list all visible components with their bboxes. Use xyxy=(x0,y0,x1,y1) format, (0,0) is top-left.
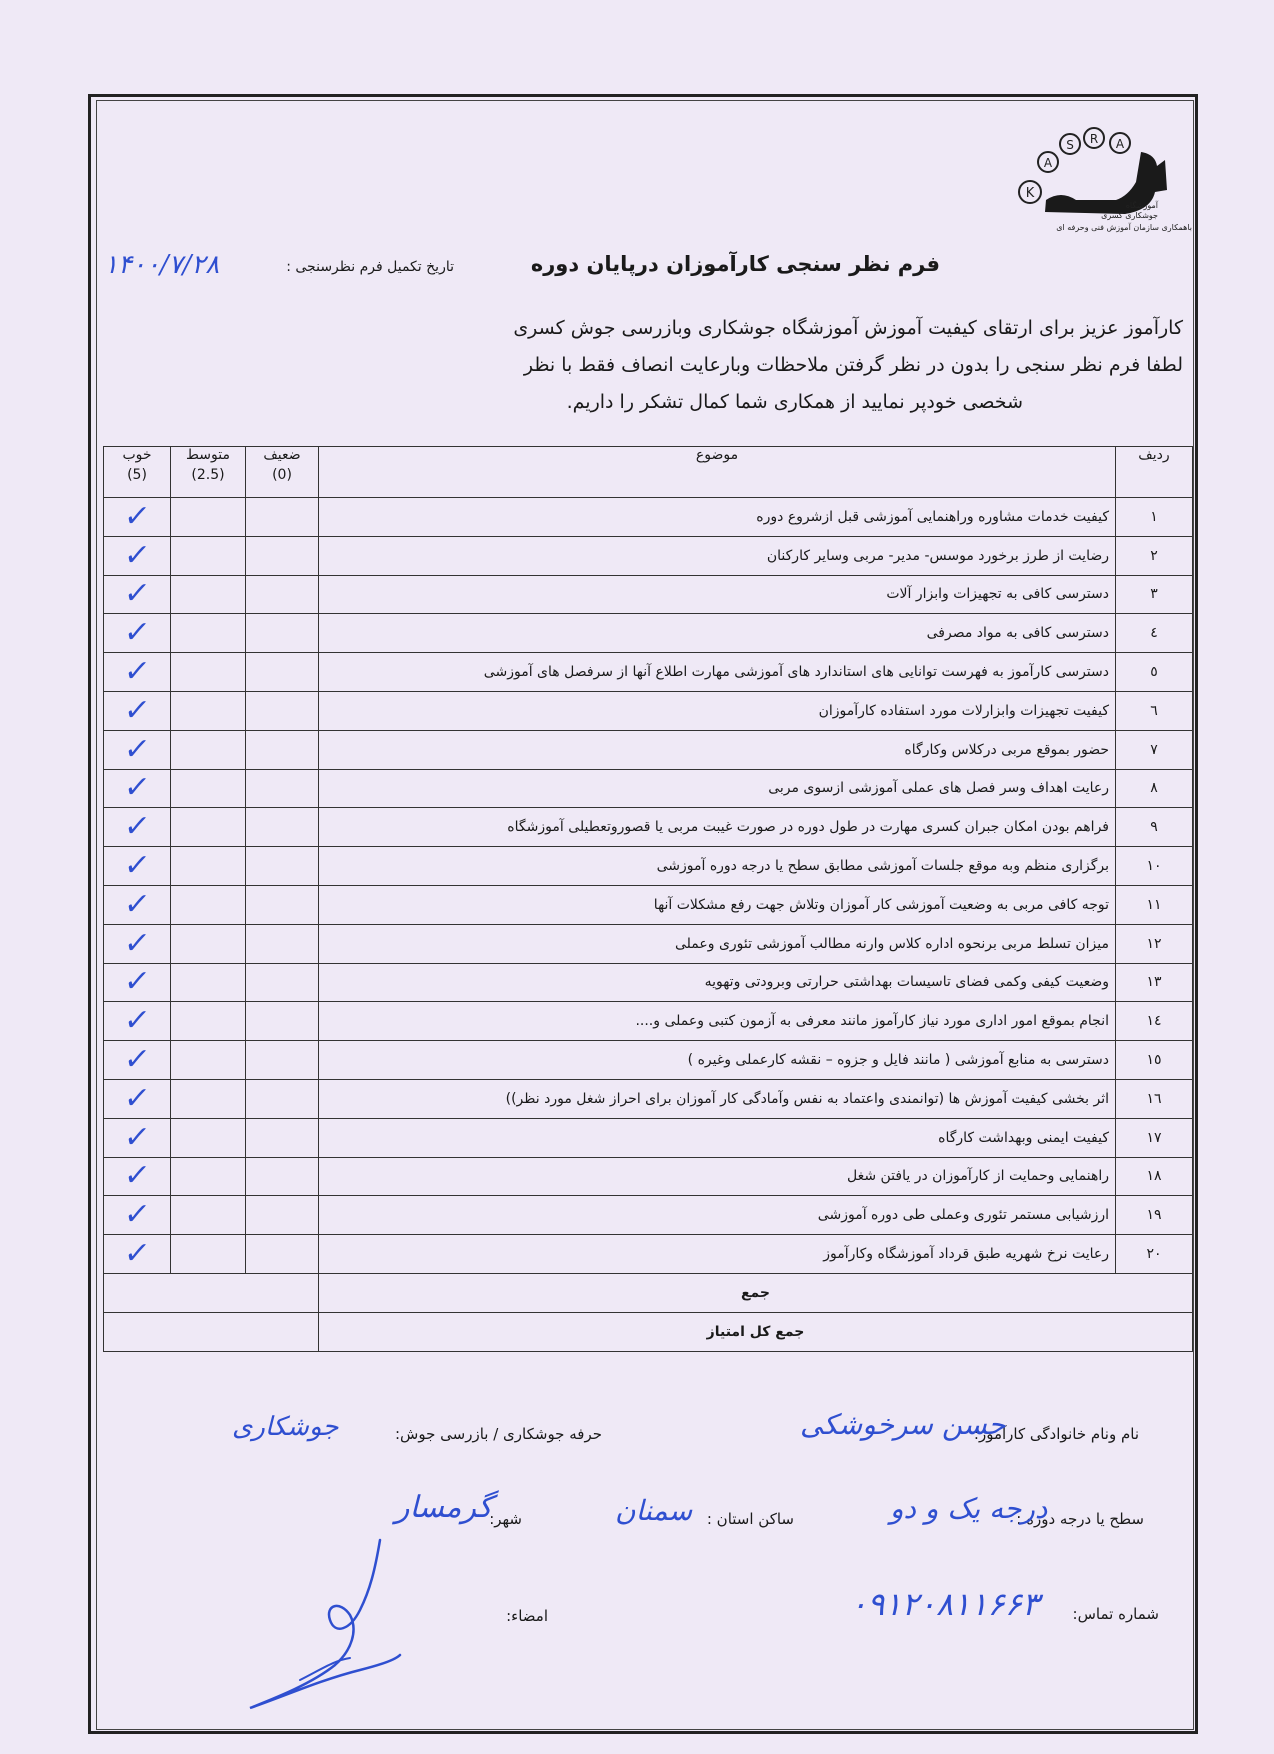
header-good: خوب (5) xyxy=(104,447,171,498)
logo-graphic xyxy=(1008,120,1193,235)
city-label: شهر: xyxy=(489,1510,522,1528)
province-value[interactable]: سمنان xyxy=(615,1494,693,1527)
row-number: ۱٦ xyxy=(1116,1079,1193,1118)
row-topic: میزان تسلط مربی برنحوه اداره کلاس وارنه مطالب آموزشی تئوری وعملی xyxy=(319,924,1116,963)
row-topic: رعایت اهداف وسر فصل های عملی آموزشی ازسوی مربی xyxy=(319,769,1116,808)
signature-mark[interactable] xyxy=(240,1530,440,1720)
checkmark-icon: ✓ xyxy=(122,1236,153,1272)
table-row xyxy=(104,1041,1193,1080)
row-number: ۱۰ xyxy=(1116,847,1193,886)
row-topic: رضایت از طرز برخورد موسس- مدیر- مربی وسایر کارکنان xyxy=(319,536,1116,575)
row-topic: توجه کافی مربی به وضعیت آموزشی کار آموزان وتلاش جهت رفع مشکلات آنها xyxy=(319,885,1116,924)
sum-row xyxy=(104,1273,1193,1312)
row-weak-cell[interactable] xyxy=(246,614,319,653)
row-number: ۱٥ xyxy=(1116,1041,1193,1080)
header-topic: موضوع xyxy=(319,447,1116,498)
table-row xyxy=(104,847,1193,886)
table-row xyxy=(104,963,1193,1002)
row-topic: دسترسی کافی به تجهیزات وابزار آلات xyxy=(319,575,1116,614)
row-good-cell[interactable] xyxy=(104,498,171,537)
row-weak-cell[interactable] xyxy=(246,1235,319,1274)
row-good-cell[interactable] xyxy=(104,575,171,614)
table-row xyxy=(104,1196,1193,1235)
row-good-cell[interactable] xyxy=(104,1118,171,1157)
checkmark-icon: ✓ xyxy=(122,498,153,534)
row-weak-cell[interactable] xyxy=(246,924,319,963)
table-row xyxy=(104,653,1193,692)
checkmark-icon: ✓ xyxy=(122,731,153,767)
row-topic: رعایت نرخ شهریه طبق قرداد آموزشگاه وکارآموز xyxy=(319,1235,1116,1274)
header-good-score: (5) xyxy=(127,467,147,483)
table-row xyxy=(104,1118,1193,1157)
checkmark-icon: ✓ xyxy=(122,692,153,728)
row-good-cell[interactable] xyxy=(104,885,171,924)
checkmark-icon: ✓ xyxy=(122,964,153,1000)
row-medium-cell[interactable] xyxy=(171,575,246,614)
row-medium-cell[interactable] xyxy=(171,1002,246,1041)
trade-value[interactable]: جوشکاری xyxy=(232,1412,339,1442)
row-medium-cell[interactable] xyxy=(171,730,246,769)
date-label: تاریخ تکمیل فرم نظرسنجی : xyxy=(286,259,454,275)
row-topic: کیفیت ایمنی وبهداشت کارگاه xyxy=(319,1118,1116,1157)
checkmark-icon: ✓ xyxy=(122,615,153,651)
row-weak-cell[interactable] xyxy=(246,730,319,769)
header-weak: ضعیف (0) xyxy=(246,447,319,498)
table-row xyxy=(104,1002,1193,1041)
row-good-cell[interactable] xyxy=(104,1157,171,1196)
logo-line-3: باهمکاری سازمان آموزش فنی وحرفه ای xyxy=(1056,223,1192,232)
row-medium-cell[interactable] xyxy=(171,808,246,847)
checkmark-icon: ✓ xyxy=(122,537,153,573)
row-medium-cell[interactable] xyxy=(171,653,246,692)
table-row xyxy=(104,1157,1193,1196)
row-topic: دسترسی به منابع آموزشی ( مانند فایل و جزوه – نقشه کارعملی وغیره ) xyxy=(319,1041,1116,1080)
row-medium-cell[interactable] xyxy=(171,1041,246,1080)
row-weak-cell[interactable] xyxy=(246,847,319,886)
row-weak-cell[interactable] xyxy=(246,808,319,847)
name-value[interactable]: حسن سرخوشکی xyxy=(800,1408,1006,1441)
row-topic: فراهم بودن امکان جبران کسری مهارت در طول دوره در صورت غیبت مربی یا قصوروتعطیلی آموزشگاه xyxy=(319,808,1116,847)
row-weak-cell[interactable] xyxy=(246,653,319,692)
intro-text xyxy=(108,310,1183,421)
row-medium-cell[interactable] xyxy=(171,691,246,730)
row-number: ۲۰ xyxy=(1116,1235,1193,1274)
row-good-cell[interactable] xyxy=(104,769,171,808)
row-good-cell[interactable] xyxy=(104,614,171,653)
total-value[interactable] xyxy=(104,1312,319,1351)
row-topic: راهنمایی وحمایت از کارآموزان در یافتن شغل xyxy=(319,1157,1116,1196)
table-row xyxy=(104,924,1193,963)
row-good-cell[interactable] xyxy=(104,1196,171,1235)
row-number: ۱ xyxy=(1116,498,1193,537)
row-medium-cell[interactable] xyxy=(171,1157,246,1196)
table-row xyxy=(104,536,1193,575)
checkmark-icon: ✓ xyxy=(122,925,153,961)
kasra-logo xyxy=(1008,120,1193,235)
row-number: ۱۸ xyxy=(1116,1157,1193,1196)
logo-mark-a1: A xyxy=(1043,156,1053,170)
row-medium-cell[interactable] xyxy=(171,614,246,653)
logo-line-1: آموزشگاه xyxy=(1125,201,1158,210)
row-good-cell[interactable] xyxy=(104,1041,171,1080)
row-good-cell[interactable] xyxy=(104,653,171,692)
row-good-cell[interactable] xyxy=(104,1002,171,1041)
row-number: ۹ xyxy=(1116,808,1193,847)
row-medium-cell[interactable] xyxy=(171,885,246,924)
header-row-number: ردیف xyxy=(1116,447,1193,498)
row-weak-cell[interactable] xyxy=(246,1079,319,1118)
signature-graphic xyxy=(240,1530,440,1720)
table-row xyxy=(104,614,1193,653)
row-weak-cell[interactable] xyxy=(246,498,319,537)
level-label: سطح یا درجه دوره : xyxy=(1016,1510,1144,1528)
province-label: ساکن استان : xyxy=(706,1510,794,1528)
row-weak-cell[interactable] xyxy=(246,1118,319,1157)
checkmark-icon: ✓ xyxy=(122,576,153,612)
name-label: نام ونام خانوادگی کارآموز: xyxy=(973,1425,1139,1443)
row-medium-cell[interactable] xyxy=(171,1079,246,1118)
intro-line-1: کارآموز عزیز برای ارتقای کیفیت آموزش آموزشگاه جوشکاری وبازرسی جوش کسری xyxy=(513,317,1183,339)
logo-mark-k: K xyxy=(1025,186,1035,201)
row-medium-cell[interactable] xyxy=(171,847,246,886)
table-row xyxy=(104,730,1193,769)
row-medium-cell[interactable] xyxy=(171,536,246,575)
row-good-cell[interactable] xyxy=(104,1235,171,1274)
row-medium-cell[interactable] xyxy=(171,1235,246,1274)
table-row xyxy=(104,1079,1193,1118)
row-weak-cell[interactable] xyxy=(246,1041,319,1080)
row-medium-cell[interactable] xyxy=(171,769,246,808)
checkmark-icon: ✓ xyxy=(122,1158,153,1194)
sum-value[interactable] xyxy=(104,1273,319,1312)
row-good-cell[interactable] xyxy=(104,1079,171,1118)
intro-line-2: لطفا فرم نظر سنجی را بدون در نظر گرفتن ملاحظات وبارعایت انصاف فقط با نظر xyxy=(523,354,1183,376)
checkmark-icon: ✓ xyxy=(122,1119,153,1155)
header-medium: متوسط (2.5) xyxy=(171,447,246,498)
row-topic: کیفیت تجهیزات وابزارلات مورد استفاده کارآموزان xyxy=(319,691,1116,730)
row-weak-cell[interactable] xyxy=(246,963,319,1002)
checkmark-icon: ✓ xyxy=(122,1003,153,1039)
row-number: ٥ xyxy=(1116,653,1193,692)
table-row xyxy=(104,498,1193,537)
checkmark-icon: ✓ xyxy=(122,1042,153,1078)
row-number: ۳ xyxy=(1116,575,1193,614)
table-row xyxy=(104,1235,1193,1274)
checkmark-icon: ✓ xyxy=(122,848,153,884)
table-row xyxy=(104,691,1193,730)
row-medium-cell[interactable] xyxy=(171,963,246,1002)
row-weak-cell[interactable] xyxy=(246,536,319,575)
row-number: ٦ xyxy=(1116,691,1193,730)
row-good-cell[interactable] xyxy=(104,924,171,963)
sum-label: جمع xyxy=(319,1273,1193,1312)
trade-label: حرفه جوشکاری / بازرسی جوش: xyxy=(394,1425,602,1443)
row-good-cell[interactable] xyxy=(104,730,171,769)
logo-mark-s: S xyxy=(1066,138,1074,152)
row-weak-cell[interactable] xyxy=(246,691,319,730)
row-good-cell[interactable] xyxy=(104,536,171,575)
row-topic: انجام بموقع امور اداری مورد نیاز کارآموز مانند معرفی به آزمون کتبی وعملی و.... xyxy=(319,1002,1116,1041)
row-weak-cell[interactable] xyxy=(246,575,319,614)
row-number: ۱۷ xyxy=(1116,1118,1193,1157)
row-weak-cell[interactable] xyxy=(246,1196,319,1235)
row-good-cell[interactable] xyxy=(104,808,171,847)
table-row xyxy=(104,575,1193,614)
row-good-cell[interactable] xyxy=(104,691,171,730)
signature-label: امضاء: xyxy=(506,1607,548,1625)
checkmark-icon: ✓ xyxy=(122,770,153,806)
row-topic: اثر بخشی کیفیت آموزش ها (توانمندی واعتماد به نفس وآمادگی کار آموزان برای احراز شغل مورد نظر)) xyxy=(319,1079,1116,1118)
row-topic: برگزاری منظم وبه موقع جلسات آموزشی مطابق سطح یا درجه دوره آموزشی xyxy=(319,847,1116,886)
row-weak-cell[interactable] xyxy=(246,769,319,808)
city-value[interactable]: گرمسار xyxy=(395,1490,493,1525)
row-number: ۱۲ xyxy=(1116,924,1193,963)
row-medium-cell[interactable] xyxy=(171,1196,246,1235)
row-topic: ارزشیابی مستمر تئوری وعملی طی دوره آموزشی xyxy=(319,1196,1116,1235)
checkmark-icon: ✓ xyxy=(122,654,153,690)
row-number: ۱۹ xyxy=(1116,1196,1193,1235)
row-medium-cell[interactable] xyxy=(171,924,246,963)
form-title: فرم نظر سنجی کارآموزان درپایان دوره xyxy=(530,252,940,276)
row-number: ۱٤ xyxy=(1116,1002,1193,1041)
header-weak-score: (0) xyxy=(272,467,292,483)
row-number: ۸ xyxy=(1116,769,1193,808)
table-row xyxy=(104,885,1193,924)
row-medium-cell[interactable] xyxy=(171,1118,246,1157)
row-topic: دسترسی کافی به مواد مصرفی xyxy=(319,614,1116,653)
checkmark-icon: ✓ xyxy=(122,1197,153,1233)
intro-line-3: شخصی خودپر نمایید از همکاری شما کمال تشکر را داریم. xyxy=(566,391,1023,413)
row-number: ۱۱ xyxy=(1116,885,1193,924)
logo-line-2: جوشکاری کسری xyxy=(1101,211,1158,220)
row-good-cell[interactable] xyxy=(104,963,171,1002)
checkmark-icon: ✓ xyxy=(122,886,153,922)
row-number: ۲ xyxy=(1116,536,1193,575)
row-medium-cell[interactable] xyxy=(171,498,246,537)
row-weak-cell[interactable] xyxy=(246,885,319,924)
date-value[interactable]: ۱۴۰۰/۷/۲۸ xyxy=(104,250,220,280)
logo-mark-a2: A xyxy=(1115,137,1125,151)
checkmark-icon: ✓ xyxy=(122,1080,153,1116)
checkmark-icon: ✓ xyxy=(122,809,153,845)
phone-value[interactable]: ۰۹۱۲۰۸۱۱۶۶۳ xyxy=(850,1585,1040,1623)
phone-label: شماره تماس: xyxy=(1072,1605,1159,1623)
row-weak-cell[interactable] xyxy=(246,1002,319,1041)
row-topic: حضور بموقع مربی درکلاس وکارگاه xyxy=(319,730,1116,769)
header-medium-score: (2.5) xyxy=(191,467,225,483)
table-row xyxy=(104,808,1193,847)
table-header-row xyxy=(104,447,1193,498)
table-row xyxy=(104,769,1193,808)
row-topic: دسترسی کارآموز به فهرست توانایی های استاندارد های آموزشی مهارت اطلاع آنها از سرفصل های آموزشی xyxy=(319,653,1116,692)
row-topic: وضعیت کیفی وکمی فضای تاسیسات بهداشتی حرارتی وبرودتی وتهویه xyxy=(319,963,1116,1002)
row-weak-cell[interactable] xyxy=(246,1157,319,1196)
row-good-cell[interactable] xyxy=(104,847,171,886)
total-row xyxy=(104,1312,1193,1351)
row-number: ٤ xyxy=(1116,614,1193,653)
level-value[interactable]: درجه یک و دو xyxy=(890,1492,1048,1525)
evaluation-table xyxy=(103,446,1193,1352)
row-number: ۷ xyxy=(1116,730,1193,769)
total-label: جمع کل امتیاز xyxy=(319,1312,1193,1351)
row-topic: کیفیت خدمات مشاوره وراهنمایی آموزشی قبل ازشروع دوره xyxy=(319,498,1116,537)
row-number: ۱۳ xyxy=(1116,963,1193,1002)
logo-mark-r: R xyxy=(1089,132,1099,146)
